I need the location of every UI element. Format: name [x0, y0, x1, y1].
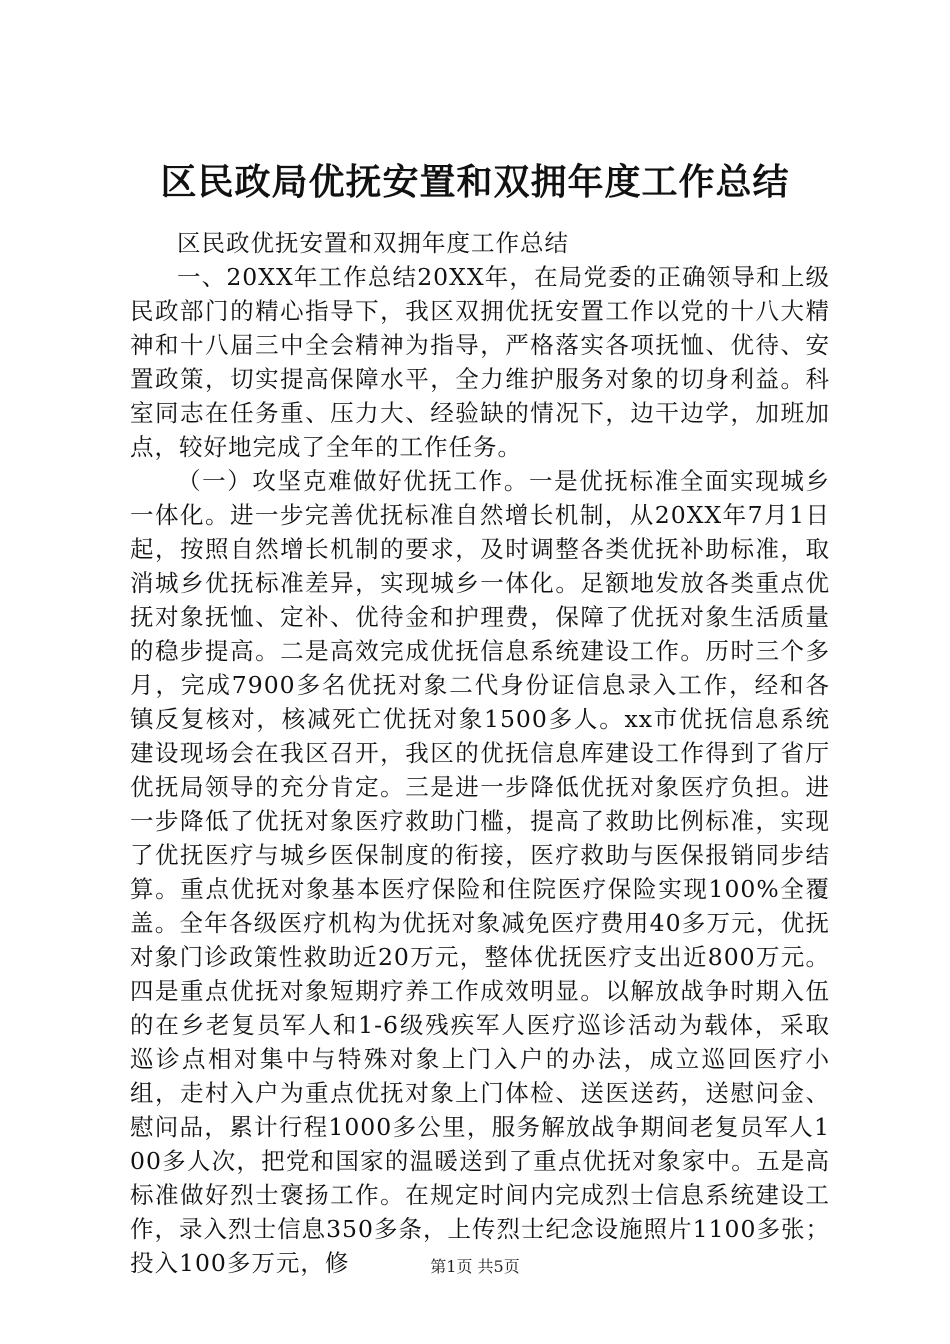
paragraph-summary: 一、20XX年工作总结20XX年，在局党委的正确领导和上级民政部门的精心指导下，我区双拥优抚安置工作以党的十八大精神和十八届三中全会精神为指导，严格落实各项抚恤、优待、安置政策，切实提高保障水平，全力维护服务对象的切身利益。科室同志在任务重、压力大、经验缺的情况下，边干边学，加班加点，较好地完成了全年的工作任务。	[130, 263, 830, 461]
document-title: 区民政局优抚安置和双拥年度工作总结	[160, 161, 790, 203]
document-body	[130, 226, 830, 1280]
paragraph-youfu-work: （一）攻坚克难做好优抚工作。一是优抚标准全面实现城乡一体化。进一步完善优抚标准自然增长机制，从20XX年7月1日起，按照自然增长机制的要求，及时调整各类优抚补助标准，取消城乡优抚标准差异，实现城乡一体化。足额地发放各类重点优抚对象抚恤、定补、优待金和护理费，保障了优抚对象生活质量的稳步提高。二是高效完成优抚信息系统建设工作。历时三个多月，完成7900多名优抚对象二代身份证信息录入工作，经和各镇反复核对，核减死亡优抚对象1500多人。xx市优抚信息系统建设现场会在我区召开，我区的优抚信息库建设工作得到了省厅优抚局领导的充分肯定。三是进一步降低优抚对象医疗负担。进一步降低了优抚对象医疗救助门槛，提高了救助比例标准，实现了优抚医疗与城乡医保制度的衔接，医疗救助与医保报销同步结算。重点优抚对象基本医疗保险和住院医疗保险实现100%全覆盖。全年各级医疗机构为优抚对象减免医疗费用40多万元，优抚对象门诊政策性救助近20万元，整体优抚医疗支出近800万元。四是重点优抚对象短期疗养工作成效明显。以解放战争时期入伍的在乡老复员军人和1-6级残疾军人医疗巡诊活动为载体，采取巡诊点相对集中与特殊对象上门入户的办法，成立巡回医疗小组，走村入户为重点优抚对象上门体检、送医送药，送慰问金、慰问品，累计行程1000多公里，服务解放战争期间老复员军人100多人次，把党和国家的温暖送到了重点优抚对象家中。五是高标准做好烈士褒扬工作。在规定时间内完成烈士信息系统建设工作，录入烈士信息350多条，上传烈士纪念设施照片1100多张；投入100多万元，修	[130, 467, 830, 1277]
page-number: 第1页 共5页	[430, 1257, 520, 1276]
document-subtitle: 区民政优抚安置和双拥年度工作总结	[177, 229, 569, 257]
